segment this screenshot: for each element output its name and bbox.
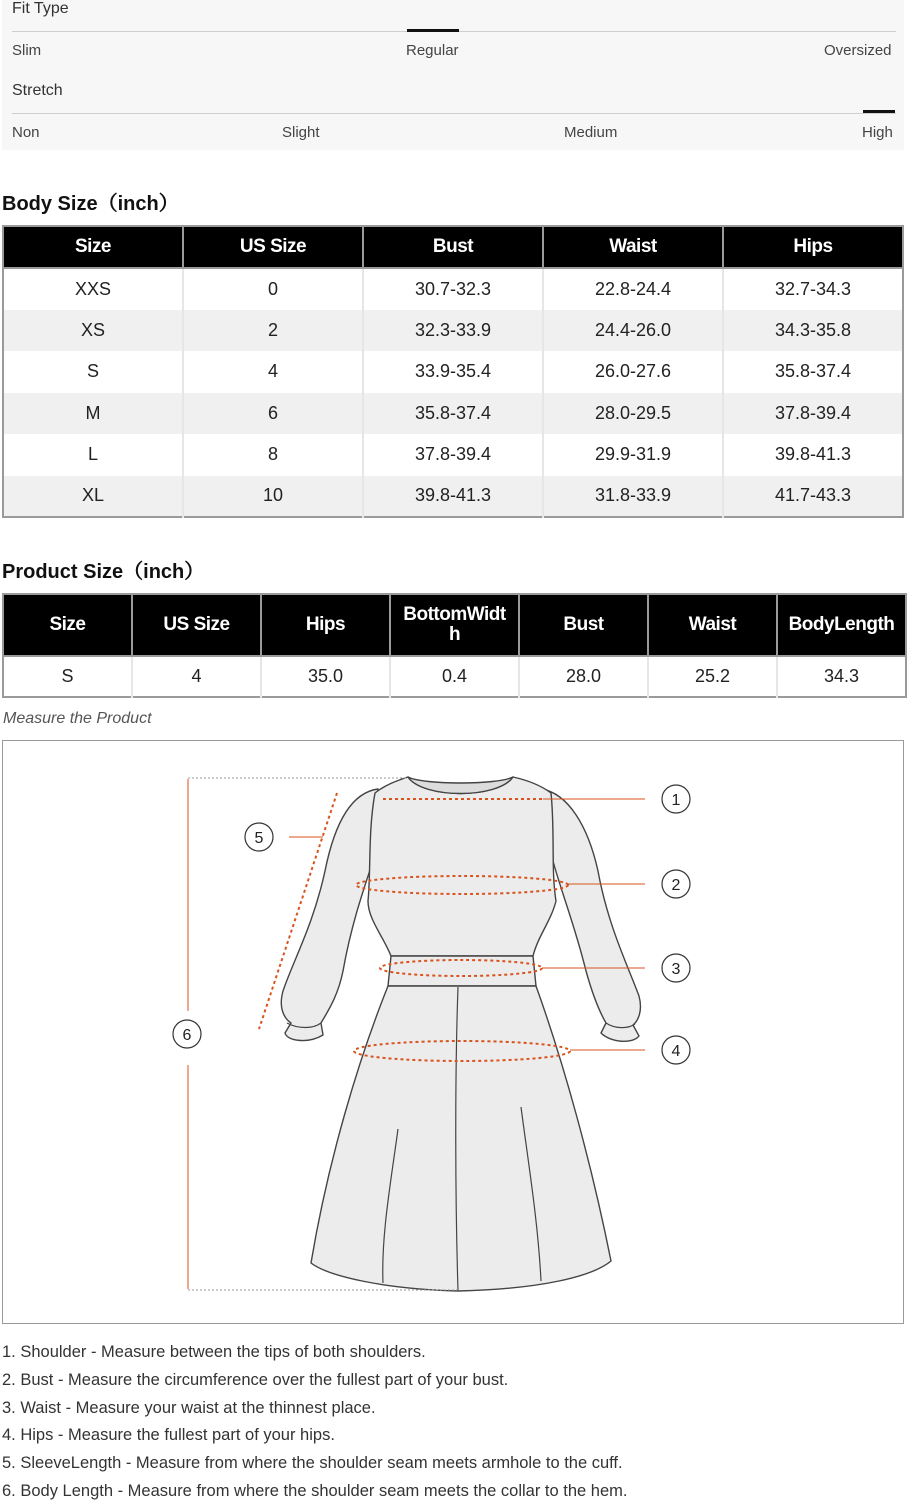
cell-size: XL xyxy=(3,476,183,518)
cell-hips: 41.7-43.3 xyxy=(723,476,903,518)
marker-label-5: 5 xyxy=(254,830,264,847)
cell-us-size: 2 xyxy=(183,310,363,352)
dress-shape xyxy=(281,777,640,1291)
cell-bust: 33.9-35.4 xyxy=(363,351,543,393)
fit-label-regular: Regular xyxy=(406,42,459,59)
header-body-length: BodyLength xyxy=(777,594,906,656)
header-us-size: US Size xyxy=(132,594,261,656)
cell-waist: 26.0-27.6 xyxy=(543,351,723,393)
cell-us-size: 0 xyxy=(183,268,363,310)
cell-size: S xyxy=(61,666,74,686)
cell-waist: 31.8-33.9 xyxy=(543,476,723,518)
cell-hips: 35.0 xyxy=(261,656,390,697)
header-hips: Hips xyxy=(723,226,903,268)
cell-hips: 39.8-41.3 xyxy=(723,434,903,476)
fit-type-title: Fit Type xyxy=(12,0,69,17)
marker-label-6: 6 xyxy=(182,1027,192,1044)
header-waist: Waist xyxy=(543,226,723,268)
cell-size: M xyxy=(3,393,183,435)
header-us-size: US Size xyxy=(183,226,363,268)
marker-label-3: 3 xyxy=(671,961,681,978)
cell-size: XXS xyxy=(74,278,112,299)
table-row xyxy=(3,434,903,476)
table-row xyxy=(3,393,903,435)
marker-label-4: 4 xyxy=(671,1043,681,1060)
header-bottom-width-label: BottomWidt h xyxy=(403,604,506,645)
note-hips: 4. Hips - Measure the fullest part of your hips. xyxy=(2,1426,335,1445)
cell-us-size: 6 xyxy=(183,393,363,435)
stretch-label-high: High xyxy=(862,124,893,141)
cell-bottom-width: 0.4 xyxy=(390,656,519,697)
note-waist: 3. Waist - Measure your waist at the thinnest place. xyxy=(2,1398,376,1417)
cell-bust: 35.8-37.4 xyxy=(363,393,543,435)
header-size: Size xyxy=(3,594,132,656)
header-waist: Waist xyxy=(648,594,777,656)
product-size-title: Product Size（inch） xyxy=(2,561,205,583)
cell-bust: 39.8-41.3 xyxy=(363,476,543,518)
measure-caption: Measure the Product xyxy=(3,710,152,727)
note-sleeve-length: 5. SleeveLength - Measure from where the shoulder seam meets armhole to the cuff. xyxy=(2,1454,623,1473)
cell-us-size: 10 xyxy=(183,476,363,518)
fit-stretch-panel xyxy=(2,0,904,150)
right-sleeve xyxy=(541,789,640,1041)
cell-bust: 32.3-33.9 xyxy=(363,310,543,352)
cell-size: XS xyxy=(3,310,183,352)
marker-label-2: 2 xyxy=(671,877,681,894)
dress-illustration xyxy=(3,741,903,1323)
marker-label-1: 1 xyxy=(671,792,681,809)
cell-hips: 37.8-39.4 xyxy=(723,393,903,435)
measurement-diagram xyxy=(2,740,904,1324)
table-row xyxy=(3,310,903,352)
table-row xyxy=(3,656,906,697)
cell-waist: 24.4-26.0 xyxy=(543,310,723,352)
body-size-table xyxy=(2,225,904,518)
table-header-row xyxy=(3,226,903,268)
table-row xyxy=(3,268,903,310)
table-header-row xyxy=(3,594,906,656)
note-shoulder: 1. Shoulder - Measure between the tips of both shoulders. xyxy=(2,1343,426,1361)
cell-hips: 34.3-35.8 xyxy=(723,310,903,352)
measurement-notes xyxy=(2,1339,902,1506)
cell-bust: 37.8-39.4 xyxy=(363,434,543,476)
table-row xyxy=(3,476,903,518)
product-size-table xyxy=(2,593,907,698)
cell-us-size: 8 xyxy=(183,434,363,476)
header-hips: Hips xyxy=(261,594,390,656)
stretch-label-non: Non xyxy=(12,124,40,141)
stretch-marker xyxy=(863,110,895,113)
skirt xyxy=(311,986,611,1291)
body-size-title: Body Size（inch） xyxy=(2,193,179,215)
cell-us-size: 4 xyxy=(132,656,261,697)
note-body-length: 6. Body Length - Measure from where the shoulder seam meets the collar to the hem. xyxy=(2,1481,628,1500)
cell-waist: 22.8-24.4 xyxy=(543,268,723,310)
cell-bust: 28.0 xyxy=(519,656,648,697)
cell-us-size: 4 xyxy=(183,351,363,393)
header-bust: Bust xyxy=(363,226,543,268)
cell-hips: 35.8-37.4 xyxy=(723,351,903,393)
header-bust: Bust xyxy=(519,594,648,656)
bodice xyxy=(368,777,556,956)
cell-waist: 29.9-31.9 xyxy=(543,434,723,476)
note-bust: 2. Bust - Measure the circumference over the fullest part of your bust. xyxy=(2,1370,509,1389)
stretch-track xyxy=(12,113,896,114)
cell-bust: 30.7-32.3 xyxy=(363,268,543,310)
cell-waist: 28.0-29.5 xyxy=(543,393,723,435)
cell-size: L xyxy=(87,444,98,465)
fit-label-oversized: Oversized xyxy=(824,42,892,59)
stretch-label-slight: Slight xyxy=(282,124,320,141)
table-row xyxy=(3,351,903,393)
fit-type-marker xyxy=(407,29,459,32)
cell-hips: 32.7-34.3 xyxy=(723,268,903,310)
cell-size: S xyxy=(86,361,99,382)
cell-body-length: 34.3 xyxy=(777,656,906,697)
cell-waist: 25.2 xyxy=(648,656,777,697)
stretch-title: Stretch xyxy=(12,82,63,99)
fit-label-slim: Slim xyxy=(12,42,42,59)
stretch-label-medium: Medium xyxy=(564,124,618,141)
header-bottom-width xyxy=(390,594,519,656)
header-size: Size xyxy=(3,226,183,268)
